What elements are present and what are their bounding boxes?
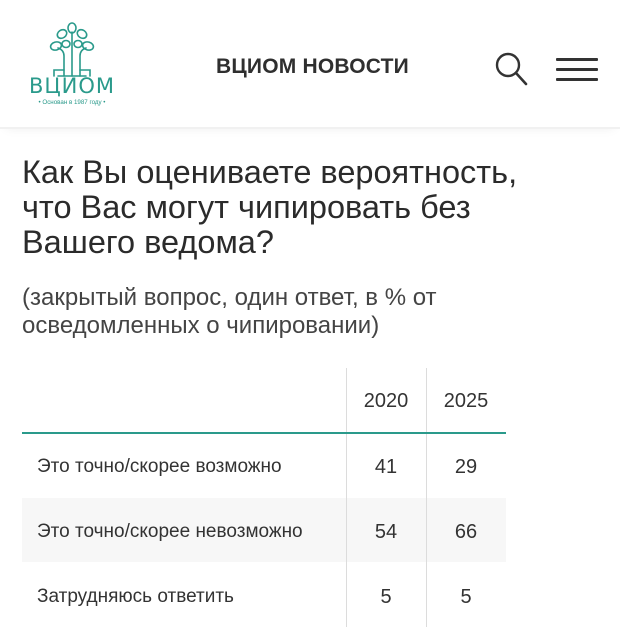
row-label: Это точно/скорее невозможно: [37, 521, 303, 542]
row-label: Это точно/скорее возможно: [37, 456, 282, 477]
table-cell: 5: [380, 586, 392, 608]
menu-button[interactable]: [556, 58, 598, 84]
site-header: [0, 0, 620, 128]
column-header-2020: 2020: [363, 390, 409, 412]
table-cell: 54: [374, 521, 398, 543]
table-cell: 5: [460, 586, 472, 608]
title-line: Вашего ведома?: [22, 224, 274, 260]
page-title: [22, 155, 602, 260]
search-button[interactable]: [492, 50, 530, 88]
table-cell: 29: [454, 456, 478, 478]
title-line: что Вас могут чипировать без: [22, 189, 471, 225]
column-header-2025: 2025: [443, 390, 489, 412]
menu-icon-bar: [556, 78, 598, 81]
vciom-logo[interactable]: [18, 22, 126, 114]
question-note: [22, 284, 562, 340]
subtitle-line: осведомленных о чипировании): [22, 312, 380, 339]
news-link[interactable]: ВЦИОМ НОВОСТИ: [216, 55, 409, 78]
title-line: Как Вы оцениваете вероятность,: [22, 154, 518, 190]
row-label: Затрудняюсь ответить: [37, 586, 234, 607]
search-icon: [492, 50, 530, 88]
logo-tagline: • Основан в 1987 году •: [38, 99, 106, 106]
menu-icon: [556, 58, 598, 61]
logo-name: ВЦИОМ: [28, 74, 116, 98]
table-cell: 66: [454, 521, 478, 543]
table-header-rule: [22, 432, 506, 434]
tree-logo-icon: [18, 22, 126, 78]
header-divider: [0, 127, 620, 129]
menu-icon-bar: [556, 68, 598, 71]
table-cell: 41: [374, 456, 398, 478]
subtitle-line: (закрытый вопрос, один ответ, в % от: [22, 284, 437, 311]
